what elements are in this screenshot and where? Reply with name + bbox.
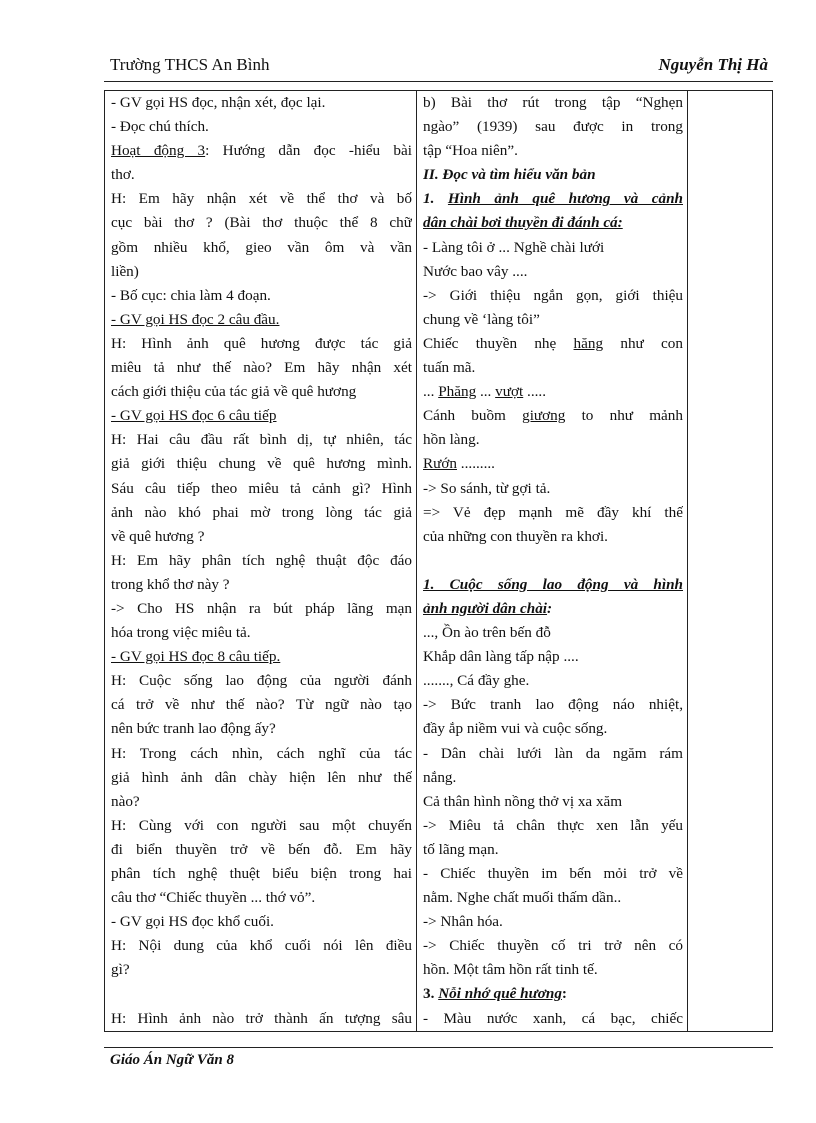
underlined-word: hăng — [573, 334, 604, 352]
text-line: H: Em hãy phân tích nghệ thuật độc đáo — [111, 551, 412, 569]
text-line: cục bài thơ ? (Bài thơ thuộc thể 8 chữ — [111, 214, 412, 232]
text-line: H: Cùng với con người sau một chuyến — [111, 816, 412, 834]
heading-number: 3. — [423, 985, 439, 1003]
text-line: về quê hương ? — [111, 527, 205, 545]
text-line: nắng. — [423, 768, 457, 786]
blank-line — [111, 982, 412, 1006]
text-line: - GV gọi HS đọc 2 câu đầu. — [111, 310, 280, 328]
text-line: H: Nội dung của khổ cuối nói lên điều — [111, 937, 412, 955]
text-line: H: Hai câu đầu rất bình dị, tự nhiên, tác — [111, 431, 412, 449]
text-span: to như mảnh — [565, 407, 683, 425]
underlined-word: Rướn — [423, 455, 457, 473]
heading-title: Hình ảnh quê hương và cảnh — [447, 190, 683, 208]
text-line: - Đọc chú thích. — [111, 118, 209, 136]
text-line: -> Chiếc thuyền cố tri trở nên có — [423, 937, 683, 955]
text-line: giả giới thiệu chung về quê hương mình. — [111, 455, 412, 473]
teacher-name: Nguyễn Thị Hà — [658, 55, 768, 74]
text-line — [111, 139, 412, 163]
text-line: nằm. Nghe chất muối thấm dần.. — [423, 889, 622, 907]
text-line: Nước bao vây .... — [423, 262, 528, 280]
text-line: -> Cho HS nhận ra bút pháp lãng mạn — [111, 599, 412, 617]
text-line: tập “Hoa niên”. — [423, 142, 518, 160]
text-line: hồn làng. — [423, 431, 480, 449]
text-line: Khắp dân làng tấp nập .... — [423, 648, 579, 666]
text-line: cá trở về như thế nào? Từ ngữ nào tạo — [111, 696, 412, 714]
lesson-table — [104, 90, 773, 1032]
text-line: tuấn mã. — [423, 359, 476, 377]
school-name: Trường THCS An Bình — [110, 55, 270, 74]
section-heading — [423, 187, 683, 211]
header-rule — [104, 81, 773, 82]
text-line: Sáu câu tiếp theo miêu tả cảnh gì? Hình — [111, 479, 412, 497]
text-line: ......., Cá đầy ghe. — [423, 672, 530, 690]
text-line: cách giới thiệu của tác giả về quê hương — [111, 383, 357, 401]
section-heading — [423, 982, 683, 1006]
text-span: Cánh buồm — [423, 407, 523, 425]
text-span: Chiếc thuyền nhẹ — [423, 334, 574, 352]
footer-rule — [104, 1047, 773, 1048]
text-line: - Làng tôi ở ... Nghề chài lưới — [423, 238, 605, 256]
heading-title: ảnh người dân chài — [423, 599, 548, 617]
text-span: ......... — [457, 455, 495, 473]
text-line: tố lãng mạn. — [423, 840, 499, 858]
text-line: ngào” (1939) sau được in trong — [423, 118, 683, 136]
text-span: ... — [423, 383, 439, 401]
text-line — [423, 404, 683, 428]
text-line — [423, 380, 683, 404]
text-line: -> Bức tranh lao động náo nhiệt, — [423, 696, 683, 714]
teacher-activity-column — [105, 91, 417, 1031]
text-line: - Bố cục: chia làm 4 đoạn. — [111, 286, 271, 304]
text-line: đi biển thuyền trở về bến đỗ. Em hãy — [111, 840, 412, 858]
text-line: hồn. Một tâm hồn rất tinh tế. — [423, 961, 598, 979]
text-line: - Dân chài lưới làn da ngăm rám — [423, 744, 683, 762]
text-line: gồm nhiều khổ, gieo vần ôm và vần — [111, 238, 412, 256]
text-line: gì? — [111, 961, 130, 979]
text-line: chung về ‘làng tôi” — [423, 310, 540, 328]
activity-label: Hoạt động 3 — [111, 142, 206, 160]
underlined-word: vượt — [495, 383, 524, 401]
text-span: : — [561, 985, 567, 1003]
text-line: giả hình ảnh dân chày hiện lên như thế — [111, 768, 412, 786]
text-line: câu thơ “Chiếc thuyền ... thớ vỏ”. — [111, 889, 316, 907]
text-line: - Chiếc thuyền im bến mỏi trở về — [423, 865, 683, 882]
text-line: - GV gọi HS đọc 8 câu tiếp. — [111, 648, 281, 666]
text-line — [423, 452, 683, 476]
text-line: -> Nhân hóa. — [423, 913, 503, 931]
text-line: hóa trong việc miêu tả. — [111, 624, 251, 642]
activity-title: : Hướng dẫn đọc -hiểu bài — [205, 142, 412, 160]
text-line: thơ. — [111, 166, 135, 184]
text-line: H: Trong cách nhìn, cách nghĩ của tác — [111, 744, 412, 762]
text-line: - GV gọi HS đọc khổ cuối. — [111, 913, 274, 931]
text-line: miêu tả như thế nào? Em hãy nhận xét — [111, 359, 412, 377]
underlined-word: Phăng — [438, 383, 477, 401]
text-line: - Màu nước xanh, cá bạc, chiếc — [423, 1009, 683, 1027]
underlined-word: giương — [522, 407, 566, 425]
text-line: => Vẻ đẹp mạnh mẽ đầy khí thế — [423, 503, 683, 521]
section-heading — [423, 597, 683, 621]
notes-column — [688, 91, 772, 1031]
heading-number: 1. — [423, 190, 435, 208]
text-line: -> Giới thiệu ngắn gọn, giới thiệu — [423, 286, 683, 304]
section-heading: 1. Cuộc sống lao động và hình — [423, 575, 683, 593]
page-header — [110, 55, 768, 81]
text-span: ... — [476, 383, 496, 401]
text-line: đầy ắp niềm vui và cuộc sống. — [423, 720, 608, 738]
text-span: ..... — [523, 383, 546, 401]
text-line — [423, 332, 683, 356]
text-line: ..., Ồn ào trên bến đỗ — [423, 624, 551, 642]
text-line: H: Em hãy nhận xét về thể thơ và bố — [111, 190, 412, 208]
section-heading: II. Đọc và tìm hiểu văn bản — [423, 166, 596, 184]
text-line: nên bức tranh lao động ấy? — [111, 720, 276, 738]
text-line: - GV gọi HS đọc 6 câu tiếp — [111, 407, 277, 425]
text-line: của những con thuyền ra khơi. — [423, 527, 608, 545]
text-line: H: Hình ảnh nào trở thành ấn tượng sâu — [111, 1009, 412, 1027]
footer-title: Giáo Án Ngữ Văn 8 — [110, 1052, 235, 1068]
text-line: nào? — [111, 792, 140, 810]
text-span: : — [547, 599, 553, 617]
text-line: H: Hình ảnh quê hương được tác giả — [111, 334, 412, 352]
text-line: -> So sánh, từ gợi tả. — [423, 479, 551, 497]
text-line: phân tích nghệ thuệt biểu biện trong hai — [111, 865, 412, 882]
heading-title: Nỗi nhớ quê hương — [438, 985, 562, 1003]
text-line: H: Cuộc sống lao động của người đánh — [111, 672, 412, 690]
text-line: trong khổ thơ này ? — [111, 575, 230, 593]
text-span: như con — [603, 334, 683, 352]
text-line: -> Miêu tả chân thực xen lẫn yếu — [423, 816, 683, 834]
text-line: liền) — [111, 262, 139, 280]
text-line: Cả thân hình nồng thở vị xa xăm — [423, 792, 623, 810]
blank-line — [423, 549, 683, 573]
text-line: b) Bài thơ rút trong tập “Nghẹn — [423, 94, 683, 111]
section-heading: dân chài bơi thuyền đi đánh cá: — [423, 214, 623, 232]
content-column — [417, 91, 688, 1031]
text-line: - GV gọi HS đọc, nhận xét, đọc lại. — [111, 94, 326, 111]
text-line: ảnh nào khó phai mờ trong lòng tác giả — [111, 503, 412, 521]
